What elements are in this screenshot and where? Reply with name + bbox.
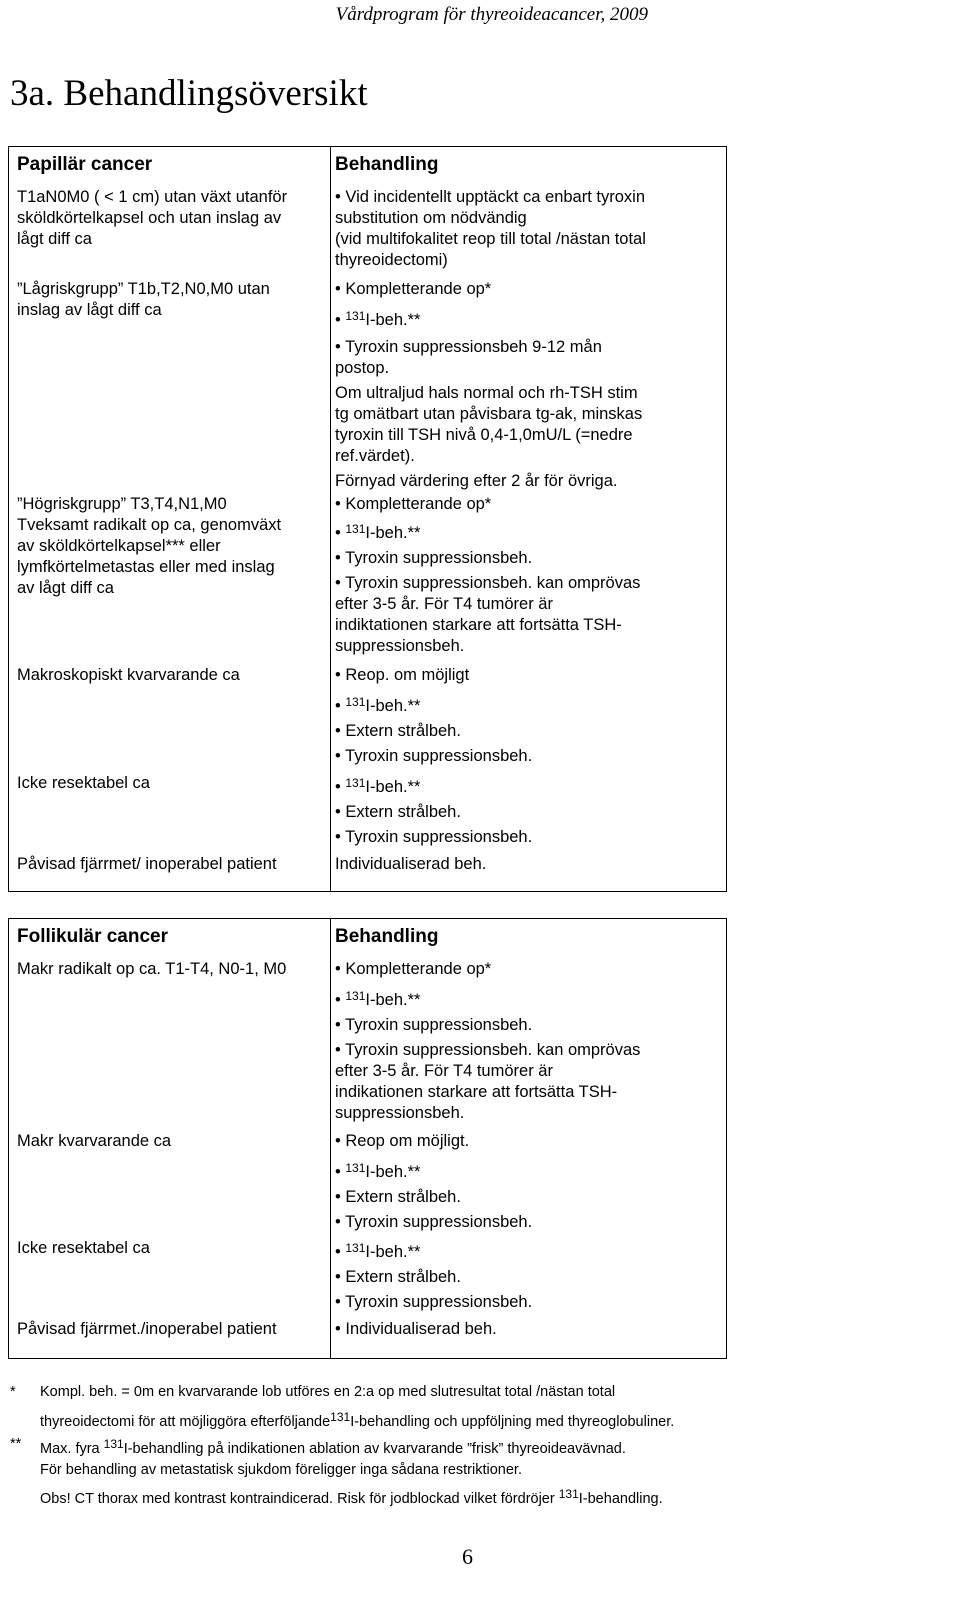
treatment-item: • Individualiserad beh. <box>335 1319 497 1340</box>
text-line: efter 3-5 år. För T4 tumörer är <box>335 595 553 613</box>
page-number: 6 <box>462 1544 473 1569</box>
text-line: Kompl. beh. = 0m en kvarvarande lob utföres en 2:a op med slutresultat total /nästan total <box>40 1384 616 1400</box>
text-line: Påvisad fjärrmet/ inoperabel patient <box>17 855 277 873</box>
text-line: thyreoidectomi) <box>335 251 448 269</box>
superscript-131: 131 <box>345 1161 366 1175</box>
text-line: Icke resektabel ca <box>17 1239 150 1257</box>
treatment-item: • $^{131}$I-beh.** <box>335 522 421 542</box>
text-line: av sköldkörtelkapsel*** eller <box>17 537 221 555</box>
text-line: I-beh.** <box>365 1243 421 1261</box>
text-line: T1aN0M0 ( < 1 cm) utan växt utanför <box>17 188 288 206</box>
superscript-131: 131 <box>558 1487 579 1501</box>
follikular-group-distant <box>17 1319 277 1340</box>
text-line: Makr radikalt op ca. T1-T4, N0-1, M0 <box>17 960 287 978</box>
text-line: postop. <box>335 359 390 377</box>
text-line: Förnyad värdering efter 2 år för övriga. <box>335 472 618 490</box>
text-line: (vid multifokalitet reop till total /nästan total <box>335 230 646 248</box>
text-line: Icke resektabel ca <box>17 774 150 792</box>
page-title: 3a. Behandlingsöversikt <box>10 73 368 114</box>
treatment-item: • Tyroxin suppressionsbeh. kan omprövas <box>335 573 640 594</box>
treatment-item: • Tyroxin suppressionsbeh. <box>335 548 640 569</box>
papillar-group-highrisk <box>17 494 281 599</box>
papillar-group-lowrisk <box>17 279 270 321</box>
treatment-item: • Kompletterande op* <box>335 494 640 515</box>
text-line: Individualiserad beh. <box>335 855 487 873</box>
treatment-item: • Extern strålbeh. <box>335 1187 532 1208</box>
treatment-item: • Kompletterande op* <box>335 279 642 300</box>
running-header: Vårdprogram för thyreoideacancer, 2009 <box>335 4 648 25</box>
treatment-item: • Tyroxin suppressionsbeh. <box>335 1015 640 1036</box>
papillar-right-cell <box>331 147 727 892</box>
text-line: tyroxin till TSH nivå 0,4-1,0mU/L (=nedre <box>335 426 633 444</box>
treatment-item: • Extern strålbeh. <box>335 1267 532 1288</box>
papillar-group-distant <box>17 854 277 875</box>
superscript-131: 131 <box>345 309 366 323</box>
text-line: indikationen starkare att fortsätta TSH- <box>335 1083 618 1101</box>
text-line: av lågt diff ca <box>17 579 114 597</box>
text-part: I-behandling. <box>578 1491 663 1507</box>
papillar-group-macro <box>17 665 240 686</box>
text-line: ”Lågriskgrupp” T1b,T2,N0,M0 utan <box>17 280 270 298</box>
text-line <box>40 1407 940 1433</box>
text-part: Obs! CT thorax med kontrast kontraindicerad. Risk för jodblockad vilket fördröjer <box>40 1491 555 1507</box>
treatment-item: • Tyroxin suppressionsbeh 9-12 mån <box>335 337 642 358</box>
text-line <box>40 1484 940 1510</box>
text-line: indiktationen starkare att fortsätta TSH- <box>335 616 622 634</box>
papillar-treatment-heading: Behandling <box>335 154 439 175</box>
follikular-treatment-distant <box>335 1319 497 1340</box>
treatment-item: • Extern strålbeh. <box>335 802 532 823</box>
text-part: I-behandling på indikationen ablation av kvarvarande ”frisk” thyreoideavävnad. <box>123 1441 626 1457</box>
text-line: ”Högriskgrupp” T3,T4,N1,M0 <box>17 495 227 513</box>
follikular-group-radical <box>17 959 286 980</box>
treatment-item: • Tyroxin suppressionsbeh. <box>335 1212 532 1233</box>
text-line: substitution om nödvändig <box>335 209 527 227</box>
text-line: Om ultraljud hals normal och rh-TSH stim <box>335 384 638 402</box>
text-part: I-behandling och uppföljning med thyreoglobuliner. <box>350 1413 675 1430</box>
papillar-table <box>8 146 727 892</box>
superscript-131: 131 <box>103 1437 124 1451</box>
treatment-item: • Reop om möjligt. <box>335 1131 532 1152</box>
text-part: thyreoidectomi för att möjliggöra efterföljande <box>40 1413 331 1430</box>
treatment-group-t1a <box>335 187 646 271</box>
text-line: I-beh.** <box>365 778 421 796</box>
text-line: I-beh.** <box>365 1163 421 1181</box>
text-line: I-beh.** <box>365 697 421 715</box>
text-line: suppressionsbeh. <box>335 637 465 655</box>
text-line: Makr kvarvarande ca <box>17 1132 172 1150</box>
follikular-group-unresectable <box>17 1238 150 1259</box>
text-line: I-beh.** <box>365 524 421 542</box>
papillar-heading: Papillär cancer <box>17 154 153 175</box>
treatment-group-lowrisk <box>335 279 642 492</box>
footnote-2 <box>10 1434 940 1510</box>
footnote-1 <box>10 1382 940 1432</box>
superscript-131: 131 <box>330 1409 351 1424</box>
text-line: inslag av lågt diff ca <box>17 301 162 319</box>
treatment-item: • $^{131}$I-beh.** <box>335 1241 421 1261</box>
text-line: suppressionsbeh. <box>335 1104 465 1122</box>
text-line <box>40 1434 940 1460</box>
text-line: I-beh.** <box>365 311 421 329</box>
text-line: För behandling av metastatisk sjukdom föreligger inga sådana restriktioner. <box>40 1461 522 1478</box>
treatment-item: • $^{131}$I-beh.** <box>335 309 421 329</box>
text-line: sköldkörtelkapsel och utan inslag av <box>17 209 282 227</box>
treatment-item: • Tyroxin suppressionsbeh. <box>335 746 532 767</box>
follikular-left-cell <box>9 919 331 1359</box>
treatment-group-distant <box>335 854 486 875</box>
superscript-131: 131 <box>345 989 366 1003</box>
treatment-group-unresectable <box>335 773 532 848</box>
treatment-item: • Extern strålbeh. <box>335 721 532 742</box>
text-line: lågt diff ca <box>17 230 92 248</box>
treatment-item: • $^{131}$I-beh.** <box>335 989 421 1009</box>
text-line: efter 3-5 år. För T4 tumörer är <box>335 1062 553 1080</box>
treatment-item: • $^{131}$I-beh.** <box>335 776 421 796</box>
superscript-131: 131 <box>345 776 366 790</box>
superscript-131: 131 <box>345 1241 366 1255</box>
treatment-item: • Tyroxin suppressionsbeh. <box>335 1292 532 1313</box>
papillar-group-t1a <box>17 187 287 250</box>
treatment-item: • Vid incidentellt upptäckt ca enbart tyroxin <box>335 187 646 208</box>
follikular-group-remaining <box>17 1131 171 1152</box>
follikular-treatment-remaining <box>335 1131 532 1233</box>
treatment-group-highrisk <box>335 494 640 657</box>
text-line: Makroskopiskt kvarvarande ca <box>17 666 240 684</box>
footnote-marker: ** <box>10 1436 22 1452</box>
treatment-item: • Tyroxin suppressionsbeh. <box>335 827 532 848</box>
follikular-treatment-unresectable <box>335 1238 532 1313</box>
superscript-131: 131 <box>345 522 366 536</box>
follikular-table <box>8 918 727 1359</box>
papillar-left-cell <box>9 147 331 892</box>
footnote-marker: * <box>10 1384 16 1400</box>
treatment-item: • Tyroxin suppressionsbeh. kan omprövas <box>335 1040 640 1061</box>
treatment-item: • $^{131}$I-beh.** <box>335 695 421 715</box>
follikular-treatment-radical <box>335 959 640 1124</box>
text-line: ref.värdet). <box>335 447 415 465</box>
text-line: lymfkörtelmetastas eller med inslag <box>17 558 275 576</box>
follikular-treatment-heading: Behandling <box>335 926 439 947</box>
treatment-item: • $^{131}$I-beh.** <box>335 1161 421 1181</box>
text-line: Påvisad fjärrmet./inoperabel patient <box>17 1320 277 1338</box>
treatment-group-macro <box>335 665 532 767</box>
papillar-group-unresectable <box>17 773 150 794</box>
treatment-item: • Kompletterande op* <box>335 959 640 980</box>
text-line: Tveksamt radikalt op ca, genomväxt <box>17 516 282 534</box>
follikular-heading: Follikulär cancer <box>17 926 169 947</box>
text-line: tg omätbart utan påvisbara tg-ak, minskas <box>335 405 643 423</box>
text-line: I-beh.** <box>365 991 421 1009</box>
superscript-131: 131 <box>345 695 366 709</box>
footnotes <box>10 1382 940 1510</box>
text-part: Max. fyra <box>40 1441 100 1457</box>
follikular-right-cell <box>331 919 727 1359</box>
treatment-item: • Reop. om möjligt <box>335 665 532 686</box>
